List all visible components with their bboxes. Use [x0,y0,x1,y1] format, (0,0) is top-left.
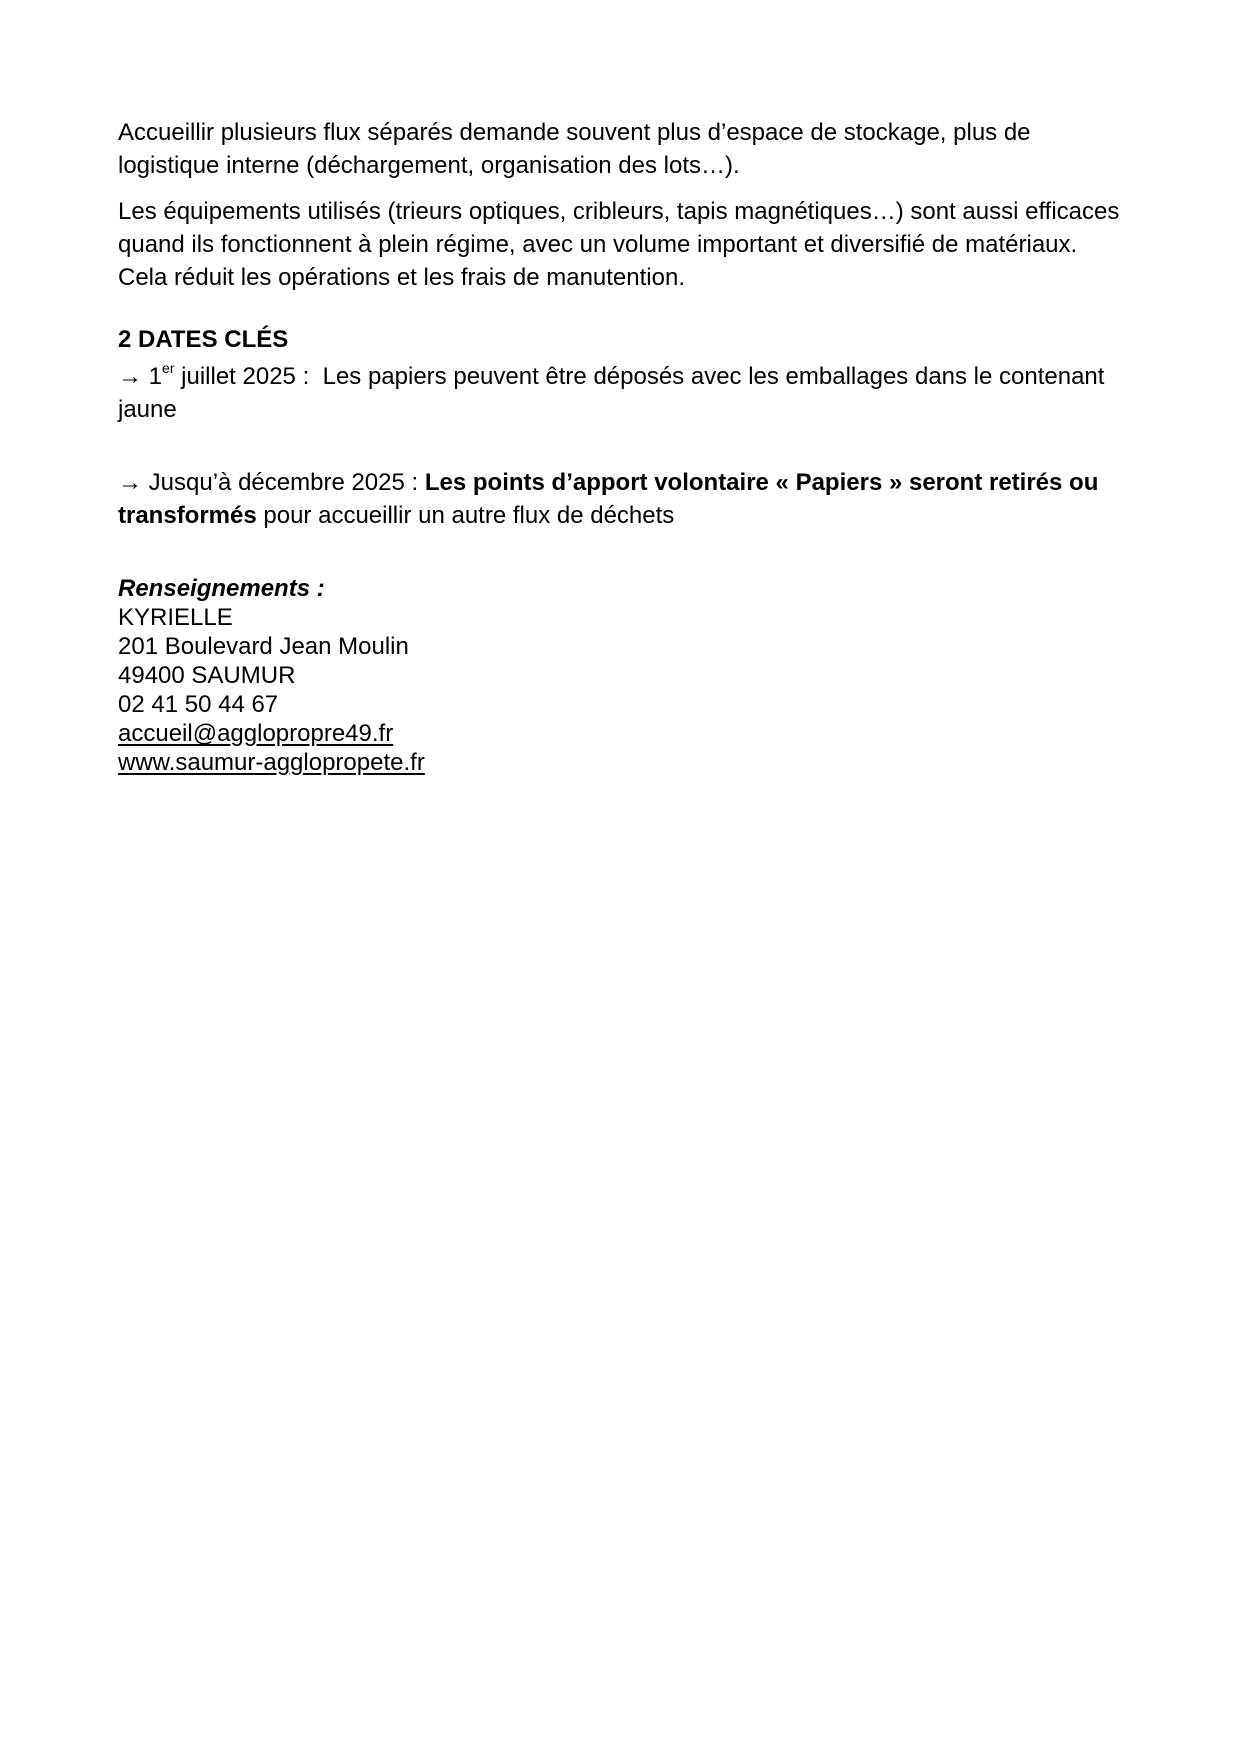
key-date-item-2 [118,466,1128,532]
date-day: 1 [148,363,163,390]
contact-block [118,574,1128,777]
paragraph-equipment: Les équipements utilisés (trieurs optiques, cribleurs, tapis magnétiques…) sont aussi efficaces quand ils fonctionnent à plein régime, avec un volume important et diversifié de matériaux. Cela réduit les opérations et les frais de manutention. [118,198,1120,291]
date-description-rest: pour accueillir un autre flux de déchets [263,502,675,529]
key-date-item-1 [118,360,1128,426]
document-body [118,116,1128,777]
date-bold-description: Les points d’apport volontaire « Papiers » seront retirés ou transformés [118,469,1099,529]
contact-phone: 02 41 50 44 67 [118,691,279,718]
date-description: Les papiers peuvent être déposés avec les emballages dans le contenant jaune [118,363,1105,423]
date-month-year: juillet 2025 : [181,363,310,390]
date-label: Jusqu’à décembre 2025 : [148,469,419,496]
contact-name: KYRIELLE [118,604,233,631]
contact-title: Renseignements : [118,575,325,602]
arrow-icon: → [118,363,142,390]
contact-city: 49400 SAUMUR [118,662,296,689]
paragraph-storage: Accueillir plusieurs flux séparés demande souvent plus d’espace de stockage, plus de logistique interne (déchargement, organisation des lots…). [118,119,1031,179]
email-link[interactable]: accueil@agglopropre49.fr [118,720,394,747]
key-dates-section [118,323,1128,532]
website-link[interactable]: www.saumur-agglopropete.fr [118,749,425,776]
arrow-icon: → [118,469,142,496]
date-ordinal: er [162,360,175,376]
key-dates-heading: 2 DATES CLÉS [118,326,289,353]
contact-street: 201 Boulevard Jean Moulin [118,633,409,660]
